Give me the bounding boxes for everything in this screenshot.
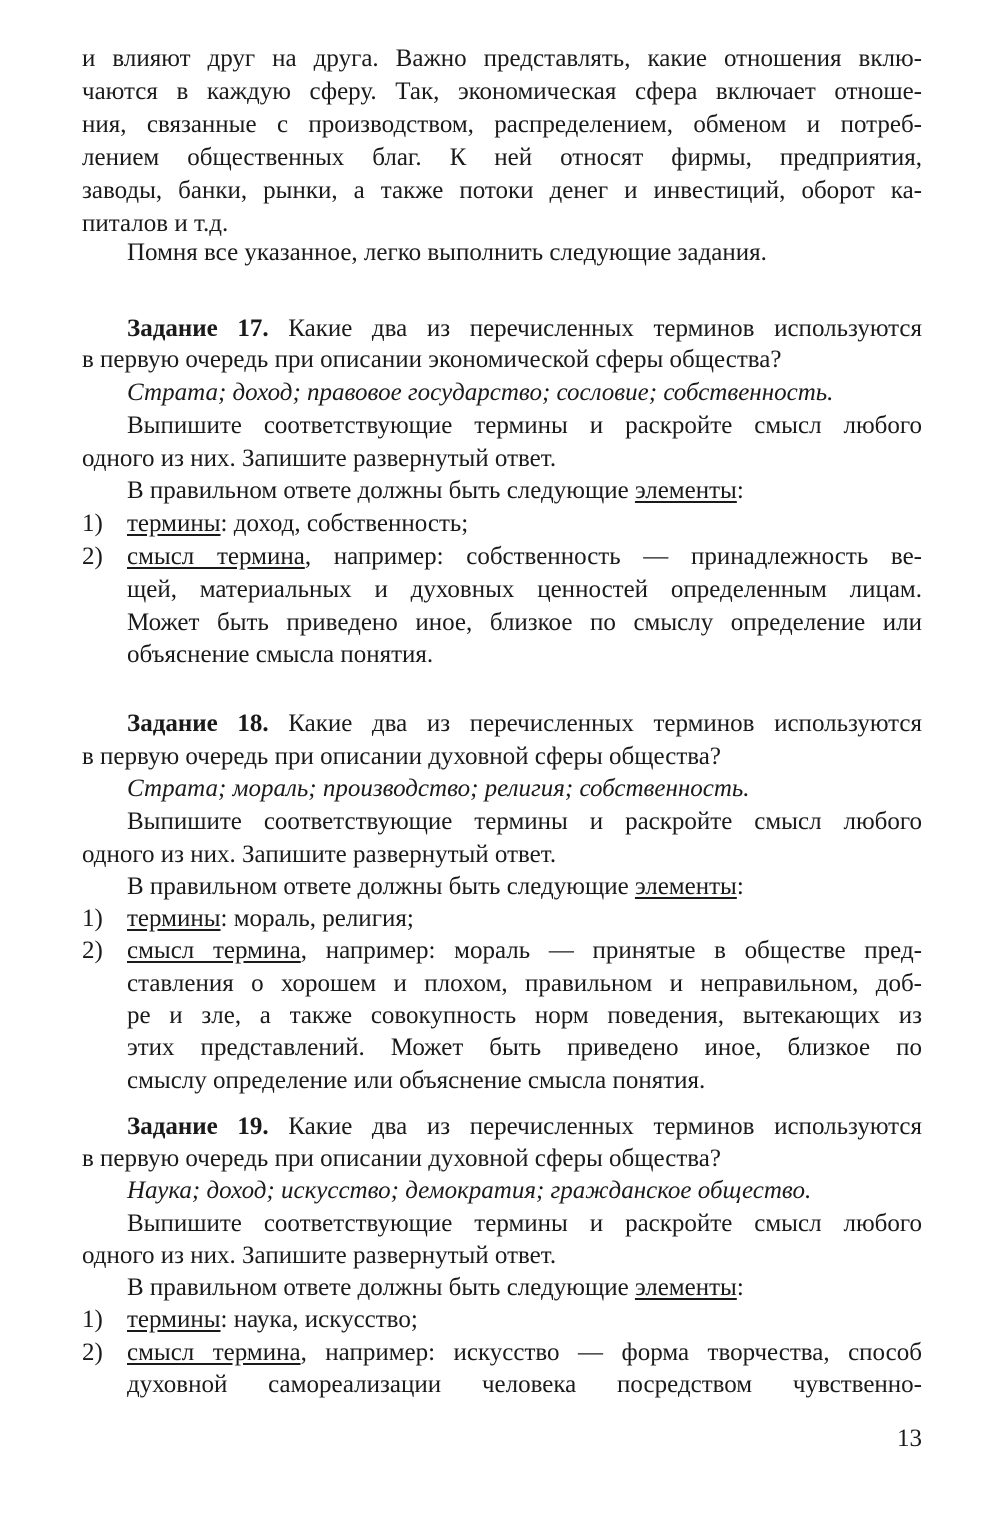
task-17-options: Страта; доход; правовое государство; сословие; собственность. — [127, 379, 834, 406]
task-19-answer-intro: В правильном ответе должны быть следующие элементы: — [127, 1274, 744, 1301]
task-17-heading: Задание 17. — [127, 315, 269, 342]
task-19-answer-item-2: смысл термина, например: искусство — форма творчества, способ — [127, 1339, 922, 1366]
elements-term: элементы — [634, 873, 737, 900]
task-19-options: Наука; доход; искусство; демократия; гражданское общество. — [127, 1177, 812, 1204]
task-19-instructions: одного из них. Запишите развернутый ответ. — [82, 1242, 557, 1269]
task-17-instructions: Выпишите соответствующие термины и раскройте смысл любого — [127, 412, 922, 439]
terms-label: термины — [127, 1306, 221, 1333]
task-17-answer-item-2: смысл термина, например: собственность — принадлежность ве- — [127, 543, 922, 570]
task-17-question-line: в первую очередь при описании экономической сферы общества? — [82, 346, 782, 373]
task-17-answer-line: объяснение смысла понятия. — [127, 641, 434, 668]
task-19-question-line: в первую очередь при описании духовной сферы общества? — [82, 1145, 721, 1172]
list-number: 2) — [82, 1339, 103, 1366]
task-19-question-line: Задание 19. Какие два из перечисленных терминов используются — [127, 1113, 923, 1140]
task-18-instructions: одного из них. Запишите развернутый ответ. — [82, 841, 557, 868]
task-17-instructions: одного из них. Запишите развернутый ответ. — [82, 445, 557, 472]
list-number: 2) — [82, 937, 103, 964]
meaning-label: смысл термина — [127, 937, 301, 964]
task-18-answer-line: ставления о хорошем и плохом, правильном и неправильном, доб- — [127, 970, 922, 997]
intro-line: и влияют друг на друга. Важно представлять, какие отношения вклю- — [82, 45, 922, 72]
task-18-answer-item-1: термины: мораль, религия; — [127, 905, 414, 932]
task-18-answer-line: смыслу определение или объяснение смысла понятия. — [127, 1067, 706, 1094]
intro-line: питалов и т.д. — [82, 210, 229, 237]
task-18-answer-line: ре и зле, а также совокупность норм поведения, вытекающих из — [127, 1002, 922, 1029]
intro-closing: Помня все указанное, легко выполнить следующие задания. — [127, 239, 767, 266]
intro-line: лением общественных благ. К ней относят фирмы, предприятия, — [82, 144, 922, 171]
terms-label: термины — [127, 905, 221, 932]
task-17-answer-line: щей, материальных и духовных ценностей определенным лицам. — [127, 576, 922, 603]
elements-term: элементы — [634, 477, 737, 504]
intro-line: чаются в каждую сферу. Так, экономическая сфера включает отноше- — [82, 78, 922, 105]
page-number: 13 — [897, 1425, 922, 1452]
task-17-question-line: Задание 17. Какие два из перечисленных терминов используются — [127, 315, 923, 342]
meaning-label: смысл термина — [127, 1339, 301, 1366]
meaning-label: смысл термина — [127, 543, 305, 570]
task-18-options: Страта; мораль; производство; религия; собственность. — [127, 775, 750, 802]
elements-term: элементы — [634, 1274, 737, 1301]
list-number: 1) — [82, 510, 103, 537]
intro-line: заводы, банки, рынки, а также потоки денег и инвестиций, оборот ка- — [82, 177, 922, 204]
list-number: 1) — [82, 1306, 103, 1333]
task-17-answer-line: Может быть приведено иное, близкое по смыслу определение или — [127, 609, 922, 636]
task-17-answer-item-1: термины: доход, собственность; — [127, 510, 469, 537]
task-18-answer-item-2: смысл термина, например: мораль — принятые в обществе пред- — [127, 937, 922, 964]
task-18-instructions: Выпишите соответствующие термины и раскройте смысл любого — [127, 808, 922, 835]
task-19-answer-item-1: термины: наука, искусство; — [127, 1306, 418, 1333]
task-19-instructions: Выпишите соответствующие термины и раскройте смысл любого — [127, 1210, 922, 1237]
task-19-heading: Задание 19. — [127, 1113, 269, 1140]
task-18-question-line: Задание 18. Какие два из перечисленных терминов используются — [127, 710, 923, 737]
task-19-answer-line: духовной самореализации человека посредством чувственно- — [127, 1371, 922, 1398]
task-18-answer-line: этих представлений. Может быть приведено иное, близкое по — [127, 1034, 922, 1061]
list-number: 1) — [82, 905, 103, 932]
task-18-answer-intro: В правильном ответе должны быть следующие элементы: — [127, 873, 744, 900]
list-number: 2) — [82, 543, 103, 570]
intro-line: ния, связанные с производством, распределением, обменом и потреб- — [82, 111, 922, 138]
terms-label: термины — [127, 510, 221, 537]
task-17-answer-intro: В правильном ответе должны быть следующие элементы: — [127, 477, 744, 504]
task-18-question-line: в первую очередь при описании духовной сферы общества? — [82, 743, 721, 770]
task-18-heading: Задание 18. — [127, 710, 269, 737]
